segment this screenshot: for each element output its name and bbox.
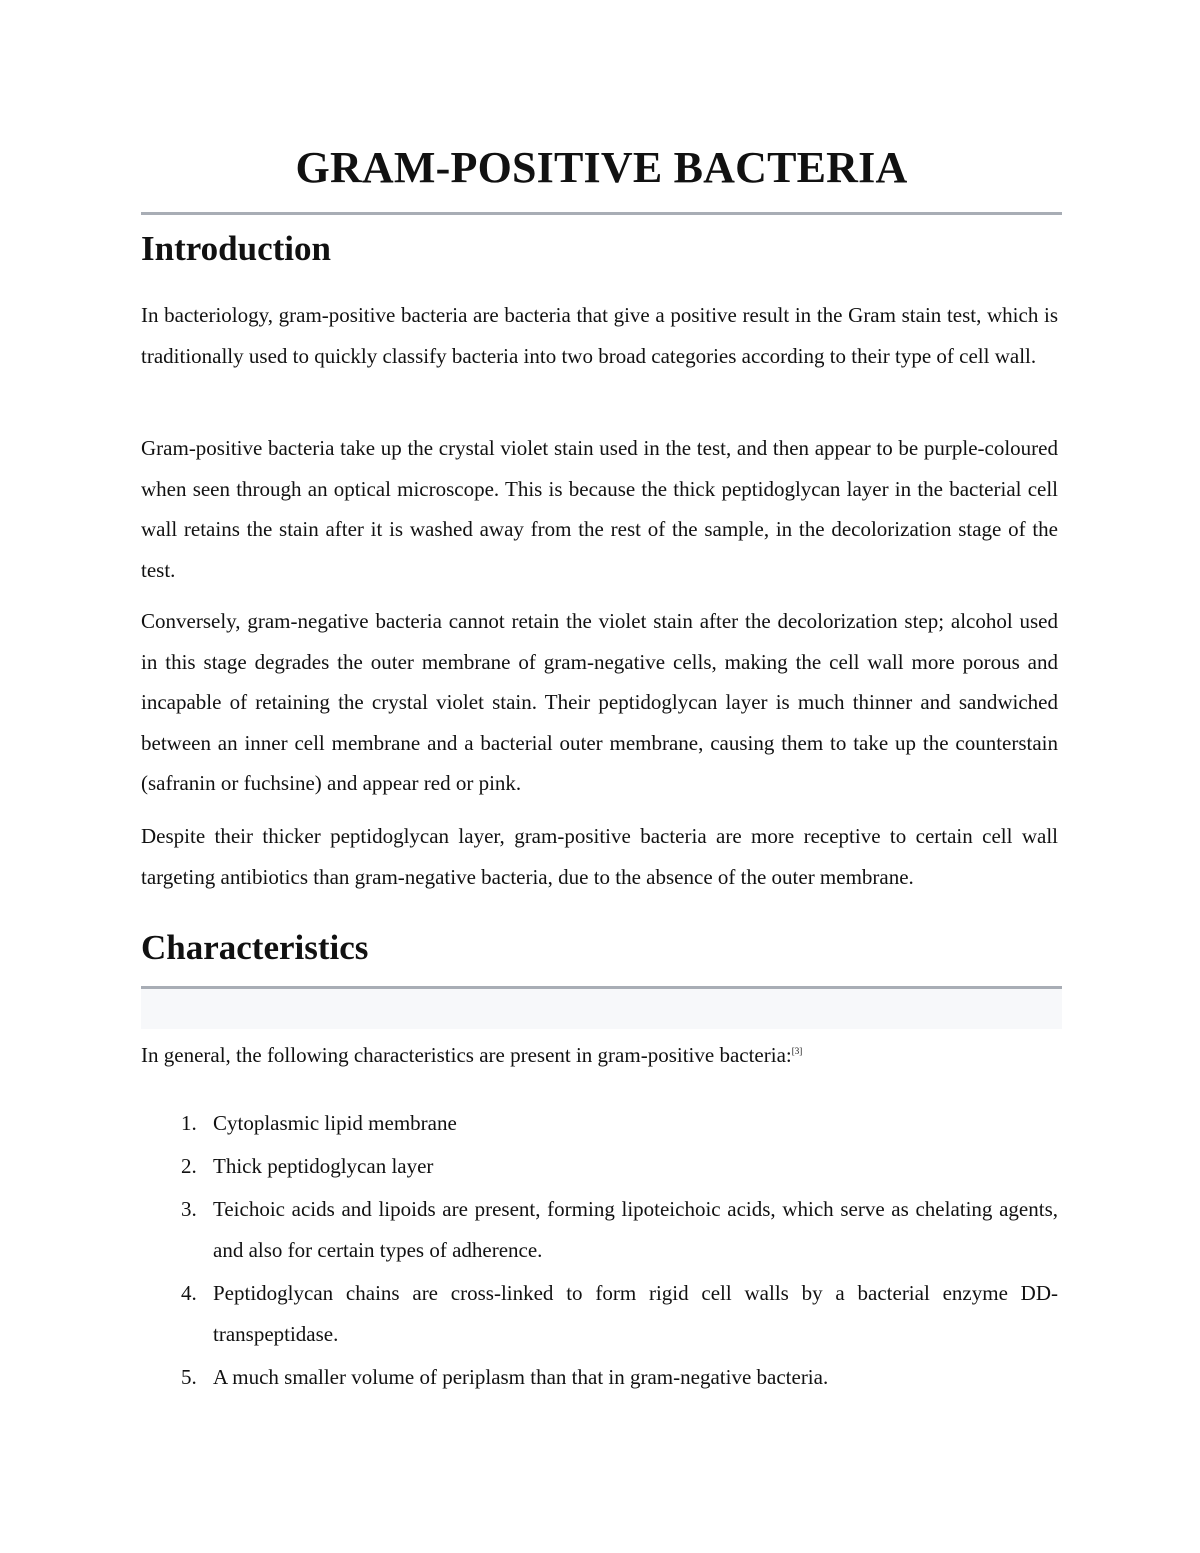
list-item xyxy=(141,1146,1058,1187)
list-item-text: Teichoic acids and lipoids are present, forming lipoteichoic acids, which serve as chelating agents, and also for certain types of adherence. xyxy=(213,1197,1058,1262)
characteristics-band xyxy=(141,989,1062,1029)
list-item-number: 3. xyxy=(181,1197,197,1221)
document-title: GRAM-POSITIVE BACTERIA xyxy=(295,143,908,192)
intro-paragraph-2: Gram-positive bacteria take up the crystal violet stain used in the test, and then appear to be purple-coloured when seen through an optical microscope. This is because the thick peptidoglycan layer in the bacterial cell wall retains the stain after it is washed away from the rest of the sample, in the decolorization stage of the test. xyxy=(141,436,1058,582)
intro-paragraph-4: Despite their thicker peptidoglycan layer, gram-positive bacteria are more receptive to certain cell wall targeting antibiotics than gram-negative bacteria, due to the absence of the outer membrane. xyxy=(141,824,1058,889)
list-item xyxy=(141,1189,1058,1271)
title-divider xyxy=(141,212,1062,215)
list-item-text: Thick peptidoglycan layer xyxy=(213,1154,434,1178)
list-item xyxy=(141,1357,1058,1398)
list-item xyxy=(141,1103,1058,1144)
intro-paragraph-1: In bacteriology, gram-positive bacteria are bacteria that give a positive result in the Gram stain test, which is traditionally used to quickly classify bacteria into two broad categories according to their type of cell wall. xyxy=(141,303,1058,368)
list-item-text: Peptidoglycan chains are cross-linked to form rigid cell walls by a bacterial enzyme DD-transpeptidase. xyxy=(213,1281,1058,1346)
citation-reference[interactable]: [3] xyxy=(791,1046,803,1056)
characteristics-list xyxy=(141,1103,1058,1400)
intro-paragraph-3: Conversely, gram-negative bacteria cannot retain the violet stain after the decolorization step; alcohol used in this stage degrades the outer membrane of gram-negative cells, making the cell wall more porous and incapable of retaining the crystal violet stain. Their peptidoglycan layer is much thinner and sandwiched between an inner cell membrane and a bacterial outer membrane, causing them to take up the counterstain (safranin or fuchsine) and appear red or pink. xyxy=(141,609,1058,795)
characteristics-heading: Characteristics xyxy=(141,928,369,967)
list-item-number: 4. xyxy=(181,1281,197,1305)
list-item-number: 1. xyxy=(181,1111,197,1135)
list-item-number: 5. xyxy=(181,1365,197,1389)
introduction-heading: Introduction xyxy=(141,229,331,268)
list-item-text: A much smaller volume of periplasm than that in gram-negative bacteria. xyxy=(213,1365,829,1389)
list-item-text: Cytoplasmic lipid membrane xyxy=(213,1111,457,1135)
characteristics-lead-text: In general, the following characteristics are present in gram-positive bacteria: xyxy=(141,1043,792,1067)
list-item-number: 2. xyxy=(181,1154,197,1178)
characteristics-lead xyxy=(141,1035,802,1075)
list-item xyxy=(141,1273,1058,1355)
